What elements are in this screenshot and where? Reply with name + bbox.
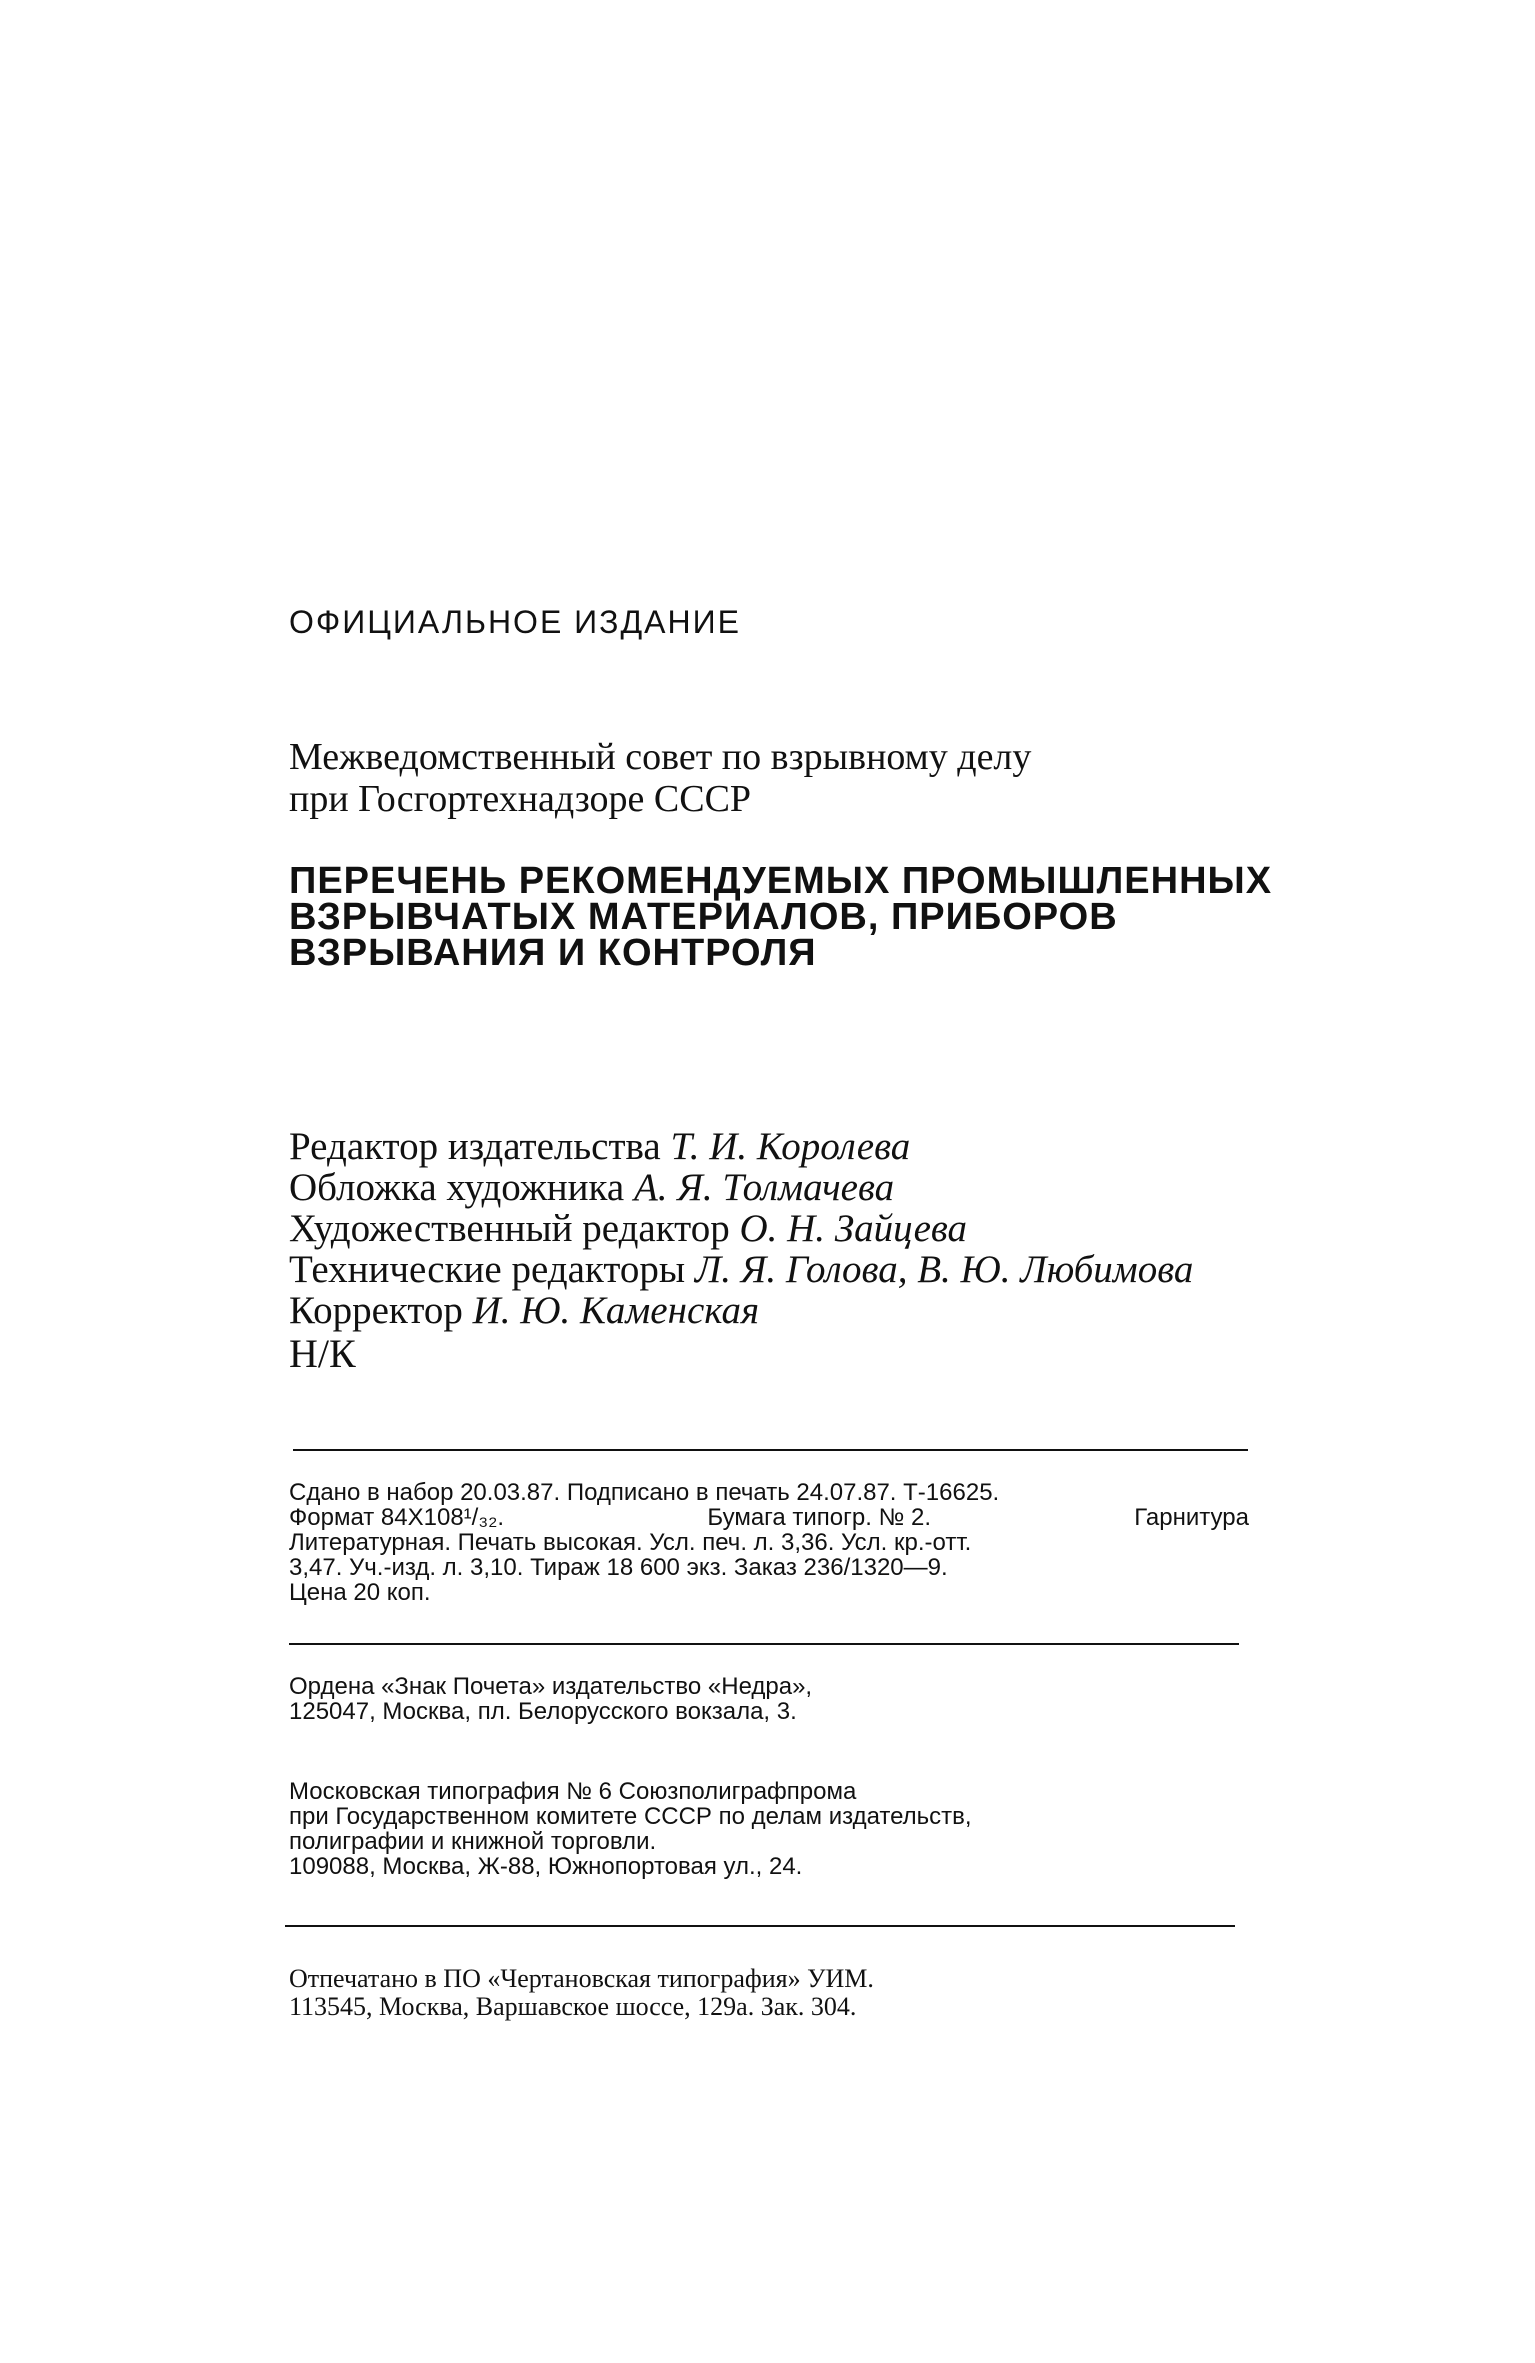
credit-line — [289, 1208, 1193, 1249]
council-line: Межведомственный совет по взрывному делу — [289, 736, 1032, 778]
title-line: ПЕРЕЧЕНЬ РЕКОМЕНДУЕМЫХ ПРОМЫШЛЕННЫХ — [289, 860, 1273, 902]
title-line: ВЗРЫВЧАТЫХ МАТЕРИАЛОВ, ПРИБОРОВ — [289, 896, 1118, 938]
printing-line: полиграфии и книжной торговли. — [289, 1828, 657, 1855]
publication-line: 3,47. Уч.-изд. л. 3,10. Тираж 18 600 экз. Заказ 236/1320—9. — [289, 1554, 948, 1581]
title-line: ВЗРЫВАНИЯ И КОНТРОЛЯ — [289, 932, 817, 974]
publication-line — [289, 1505, 1249, 1530]
council-name — [289, 736, 1031, 820]
printing-line: при Государственном комитете СССР по делам издательств, — [289, 1803, 972, 1830]
credits-list — [289, 1126, 1193, 1331]
credit-name: А. Я. Толмачева — [633, 1166, 895, 1209]
credit-line — [289, 1249, 1193, 1290]
credit-role: Обложка художника — [289, 1166, 625, 1209]
book-title — [289, 860, 1273, 974]
publisher-line: 125047, Москва, пл. Белорусского вокзала, 3. — [289, 1698, 797, 1725]
printed-by-details — [289, 1965, 874, 2021]
publisher-details — [289, 1674, 812, 1724]
official-edition-label: ОФИЦИАЛЬНОЕ ИЗДАНИЕ — [289, 604, 741, 640]
nk-mark: Н/К — [289, 1331, 356, 1376]
council-line: при Госгортехнадзоре СССР — [289, 778, 752, 820]
publication-line: Сдано в набор 20.03.87. Подписано в печать 24.07.87. Т-16625. — [289, 1479, 1000, 1506]
publication-details — [289, 1480, 1249, 1605]
format-text: Формат 84Х108¹/₃₂. — [289, 1504, 505, 1531]
printing-line: 109088, Москва, Ж-88, Южнопортовая ул., 24. — [289, 1853, 803, 1880]
credit-role: Художественный редактор — [289, 1207, 730, 1250]
credit-line — [289, 1167, 1193, 1208]
publication-line: Цена 20 коп. — [289, 1579, 431, 1606]
credit-name: О. Н. Зайцева — [739, 1207, 968, 1250]
printing-house-details — [289, 1779, 1249, 1879]
credit-name: Т. И. Королева — [670, 1125, 911, 1168]
credit-line — [289, 1290, 1193, 1331]
publisher-line: Ордена «Знак Почета» издательство «Недра», — [289, 1673, 813, 1700]
publication-line: Литературная. Печать высокая. Усл. печ. л. 3,36. Усл. кр.-отт. — [289, 1529, 972, 1556]
divider-middle — [289, 1643, 1239, 1645]
divider-bottom — [285, 1925, 1235, 1927]
printed-line: 113545, Москва, Варшавское шоссе, 129а. Зак. 304. — [289, 1992, 857, 2021]
paper-text: Бумага типогр. № 2. — [707, 1504, 932, 1531]
typeface-text: Гарнитура — [1134, 1504, 1249, 1531]
credit-role: Редактор издательства — [289, 1125, 661, 1168]
credit-name: И. Ю. Каменская — [472, 1289, 760, 1332]
printing-line: Московская типография № 6 Союзполиграфпрома — [289, 1778, 857, 1805]
credit-role: Технические редакторы — [289, 1248, 686, 1291]
divider-top — [293, 1449, 1248, 1451]
credit-role: Корректор — [289, 1289, 463, 1332]
printed-line: Отпечатано в ПО «Чертановская типография» УИМ. — [289, 1964, 874, 1993]
credit-name: Л. Я. Голова, В. Ю. Любимова — [694, 1248, 1194, 1291]
credit-line — [289, 1126, 1193, 1167]
